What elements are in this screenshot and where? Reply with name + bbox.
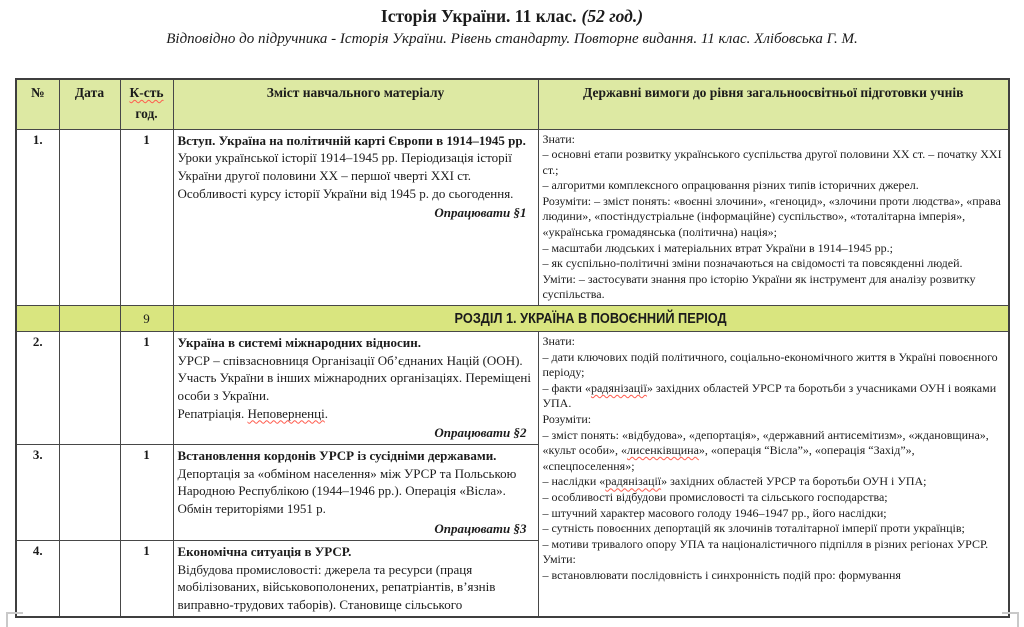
date-cell xyxy=(59,332,120,445)
lesson-content-cell xyxy=(173,445,538,541)
lesson-heading: Встановлення кордонів УРСР із сусідніми державами. xyxy=(177,448,497,464)
lesson-number: 4. xyxy=(16,541,59,617)
lesson-number: 3. xyxy=(16,445,59,541)
lesson-body: Уроки української історії 1914–1945 рр. Періодизація історії України другої половини ХХ – першої чверті ХХІ ст. Особливості курсу історії України від 1945 р. до сьогодення. xyxy=(177,150,514,201)
column-header-date: Дата xyxy=(59,79,120,129)
page-title-text: Історія України. 11 клас. xyxy=(380,6,577,26)
column-header-requirements: Державні вимоги до рівня загальноосвітньої підготовки учнів xyxy=(538,79,1009,129)
lesson-heading: Україна в системі міжнародних відносин. xyxy=(177,335,421,351)
lesson-content-cell xyxy=(173,541,538,617)
section-title-cell xyxy=(173,306,1009,332)
section-date-cell xyxy=(59,306,120,332)
page-subtitle: Відповідно до підручника - Історія України. Рівень стандарту. Повторне видання. 11 клас. Хлібовська Г. М. xyxy=(166,31,858,47)
hours-cell: 1 xyxy=(120,445,173,541)
column-header-content: Зміст навчального матеріалу xyxy=(173,79,538,129)
hours-cell: 1 xyxy=(120,129,173,306)
homework-label: Опрацювати §3 xyxy=(434,520,527,536)
lesson-heading: Вступ. Україна на політичній карті Європи в 1914–1945 рр. xyxy=(177,132,526,148)
lesson-body: Депортація за «обміном населення» між УРСР та Польською Народною Республікою (1944–1946 рр.). Операція «Вісла». Обмін територіями 1951 р. xyxy=(177,465,517,517)
hours-cell: 1 xyxy=(120,541,173,617)
homework-label: Опрацювати §1 xyxy=(434,205,527,221)
page-title-hours: (52 год.) xyxy=(581,6,644,26)
next-page-corner-left xyxy=(6,612,23,627)
section-num-cell xyxy=(16,306,59,332)
lesson-number: 1. xyxy=(16,129,59,306)
curriculum-table xyxy=(15,78,1010,618)
column-header-hours: К-сть год. xyxy=(120,79,173,129)
table-row-lesson-2 xyxy=(16,332,1009,445)
page-title xyxy=(0,6,1024,27)
column-header-num: № xyxy=(16,79,59,129)
lesson-heading: Економічна ситуація в УРСР. xyxy=(177,544,352,560)
requirements-cell: Знати: – основні етапи розвитку українського суспільства другої половини ХХ ст. – початку ХХІ ст.; – алгоритми комплексного опрацювання різних типів історичних джерел. Розуміти: – зміст понять: «воєнні злочини», «геноцид», «злочини проти людства», «права людини», «постіндустріальне (інформаційне) суспільство», «тоталітарна імперія», «українська громадянська (політична) нація»; – масштаби людських і матеріальних втрат України в 1914–1945 рр.; – як суспільно-політичні зміни позначаються на свідомості та повсякденні людей. Уміти: – застосувати знання про історію України як інструмент для аналізу розвитку суспільства. xyxy=(538,129,1009,306)
lesson-content-cell xyxy=(173,129,538,306)
lesson-body: УРСР – співзасновниця Організації Об’єднаних Націй (ООН). Участь України в інших міжнародних організаціях. Переміщені особи з України. Репатріація. Неповерненці. xyxy=(177,352,531,421)
section-title: РОЗДІЛ 1. УКРАЇНА В ПОВОЄННИЙ ПЕРІОД xyxy=(454,310,727,327)
lesson-content-cell xyxy=(173,332,538,445)
section-hours: 9 xyxy=(120,306,173,332)
table-row-lesson-1 xyxy=(16,129,1009,306)
requirements-cell-shared: Знати: – дати ключових подій політичного, соціально-економічного життя в Україні повоєнного періоду; – факти «радянізації» західних областей УРСР та боротьби з учасниками ОУН і вояками УПА. Розуміти: – зміст понять: «відбудова», «депортація», «державний антисемітизм», «ждановщина», «культ особи», «лисенківщина», «операція “Вісла”», «операція “Захід”», «спецпоселення»; – наслідки «радянізації» західних областей УРСР та боротьби ОУН і УПА; – особливості відбудови промисловості та сільського господарства; – штучний характер масового голоду 1946–1947 рр., його наслідки; – сутність повоєнних депортацій як злочинів тоталітарної імперії проти українців; – мотиви тривалого опору УПА та націоналістичного підпілля в різних регіонах УРСР. Уміти: – встановлювати послідовність і синхронність подій про: формування xyxy=(538,332,1009,617)
date-cell xyxy=(59,541,120,617)
homework-label: Опрацювати §2 xyxy=(434,425,527,441)
section-row xyxy=(16,306,1009,332)
lesson-number: 2. xyxy=(16,332,59,445)
hours-cell: 1 xyxy=(120,332,173,445)
date-cell xyxy=(59,129,120,306)
date-cell xyxy=(59,445,120,541)
next-page-corner-right xyxy=(1002,612,1019,627)
table-header-row xyxy=(16,79,1009,129)
lesson-body: Відбудова промисловості: джерела та ресурси (праця мобілізованих, військовополонених, репатріантів, в’язнів виправно-трудових таборів). Становище сільського xyxy=(177,561,496,613)
